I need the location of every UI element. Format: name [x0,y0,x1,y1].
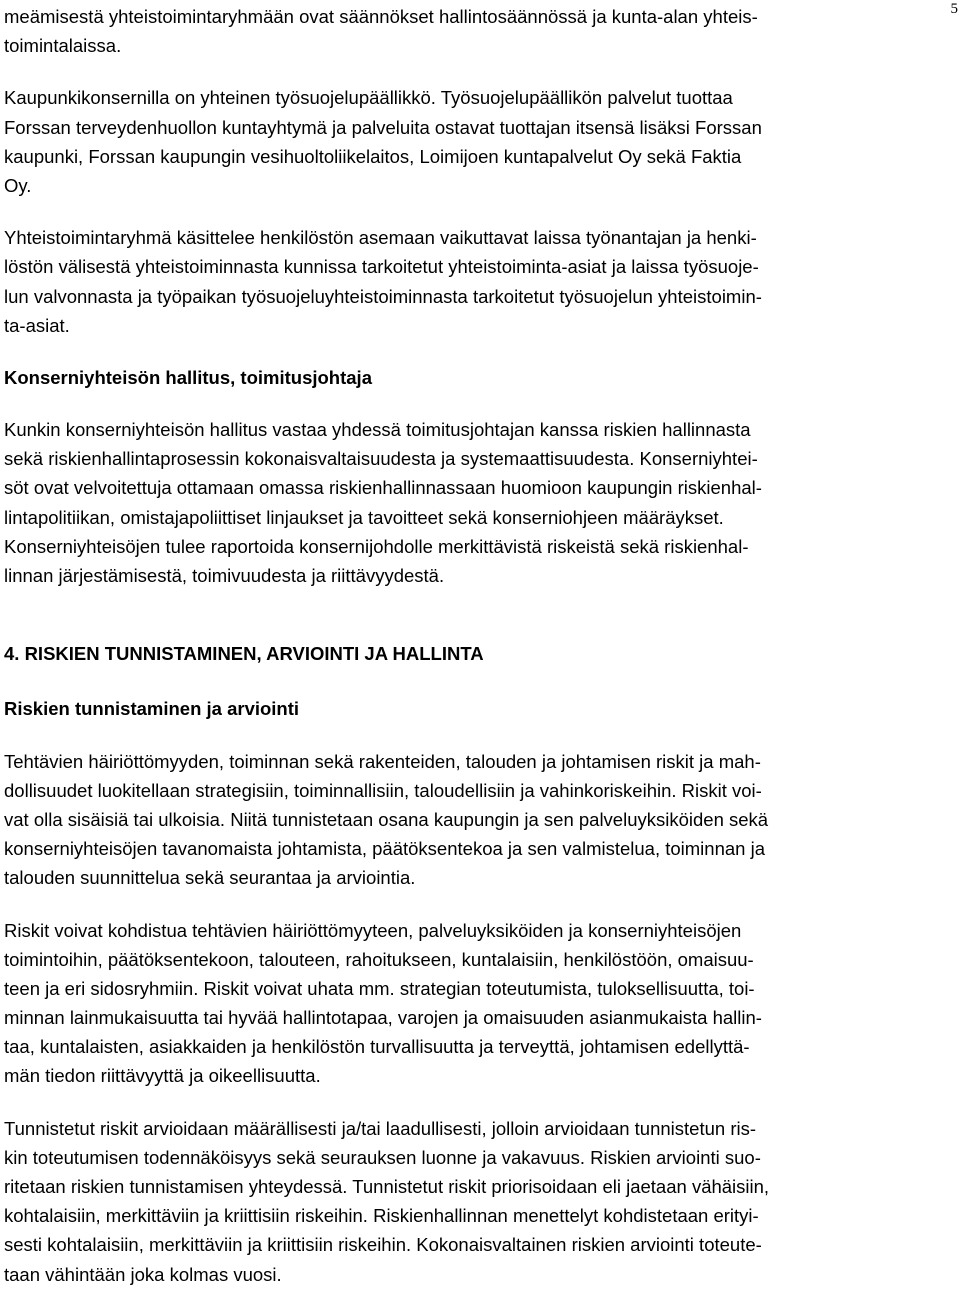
text-line: konserniyhteisöjen tavanomaista johtamista, päätöksentekoa ja sen valmistelua, toiminnan ja [4,838,765,860]
document-body [4,2,952,1289]
paragraph-riskien-arviointi [4,1114,952,1289]
text-line: Tunnistetut riskit arvioidaan määrällisesti ja/tai laadullisesti, jolloin arvioidaan tunnistetun ris- [4,1117,757,1139]
text-line: sekä riskienhallintaprosessin kokonaisvaltaisuudesta ja systemaattisuudesta. Konserniyhtei- [4,448,758,470]
text-line: Riskit voivat kohdistua tehtävien häiriöttömyyteen, palveluyksiköiden ja konserniyhteisöjen [4,919,742,941]
text-line: talouden suunnittelua sekä seurantaa ja arviointia. [4,867,416,889]
text-line: Kunkin konserniyhteisön hallitus vastaa yhdessä toimitusjohtajan kanssa riskien hallinnasta [4,419,751,441]
text-line: söt ovat velvoitettuja ottamaan omassa riskienhallinnassaan huomioon kaupungin riskienhal- [4,477,762,499]
text-line: ritetaan riskien tunnistamisen yhteydessä. Tunnistetut riskit priorisoidaan eli jaetaan vähäisiin, [4,1176,770,1197]
text-line: lintapolitiikan, omistajapoliittiset linjaukset ja tavoitteet sekä konserniohjeen määräykset. [4,506,724,528]
text-line: vat olla sisäisiä tai ulkoisia. Niitä tunnistetaan osana kaupungin ja sen palveluyksiköiden sekä [4,808,769,830]
text-line: minnan lainmukaisuutta tai hyvää hallintotapaa, varojen ja omaisuuden asianmukaista hallin- [4,1007,762,1029]
text-line: meämisestä yhteistoimintaryhmään ovat säännökset hallintosäännössä ja kunta-alan yhteis- [4,6,758,27]
text-line: ta-asiat. [4,314,70,336]
heading-konserniyhteison-hallitus: Konserniyhteisön hallitus, toimitusjohtaja [4,366,372,388]
paragraph-konserniyhteison-hallitus [4,415,952,590]
paragraph-tyosuojelupaallikko [4,83,952,200]
text-line: Oy. [4,174,32,196]
text-line: Konserniyhteisöjen tulee raportoida konsernijohdolle merkittävistä riskeistä sekä riskienhal- [4,535,749,557]
text-line: sesti kohtalaisiin, merkittäviin ja kriittisiin riskeihin. Kokonaisvaltainen riskien arviointi toteute- [4,1234,762,1256]
subheading-riskien-arviointi: Riskien tunnistaminen ja arviointi [4,698,300,720]
text-line: kin toteutumisen todennäköisyys sekä seurauksen luonne ja vakavuus. Riskien arviointi suo- [4,1146,761,1168]
text-line: dollisuudet luokitellaan strategisiin, toiminnallisiin, taloudellisiin ja vahinkoriskeihin. Riskit voi- [4,779,762,801]
text-line: toimintoihin, päätöksentekoon, talouteen, rahoitukseen, kuntalaisiin, henkilöstöön, omaisuu- [4,948,754,970]
paragraph-riskien-kohteet [4,916,952,1091]
text-line: teen ja eri sidosryhmiin. Riskit voivat uhata mm. strategian toteutumista, tuloksellisuutta, toi- [4,977,755,999]
page-number: 5 [950,1,958,17]
text-line: Tehtävien häiriöttömyyden, toiminnan sekä rakenteiden, talouden ja johtamisen riskit ja mah- [4,750,761,772]
text-line: kaupunki, Forssan kaupungin vesihuoltoliikelaitos, Loimijoen kuntapalvelut Oy sekä Faktia [4,145,742,167]
text-line: linnan järjestämisestä, toimivuudesta ja riittävyydestä. [4,565,445,586]
text-line: män tiedon riittävyyttä ja oikeellisuutta. [4,1065,321,1087]
text-line: Kaupunkikonsernilla on yhteinen työsuojelupäällikkö. Työsuojelupäällikön palvelut tuottaa [4,87,733,109]
section-heading-riskien-tunnistaminen: 4. RISKIEN TUNNISTAMINEN, ARVIOINTI JA HALLINTA [4,643,484,665]
paragraph-yhteistoimintaryhma [4,223,952,340]
text-line: löstön välisestä yhteistoiminnasta kunnissa tarkoitetut yhteistoiminta-asiat ja laissa työsuoje- [4,256,759,278]
text-line: Forssan terveydenhuollon kuntayhtymä ja palveluita ostavat tuottajan itsensä lisäksi Forssan [4,116,762,138]
paragraph-yhteistoiminta-saannokset [4,2,952,60]
text-line: Yhteistoimintaryhmä käsittelee henkilöstön asemaan vaikuttavat laissa työnantajan ja henki- [4,227,757,249]
text-line: kohtalaisiin, merkittäviin ja kriittisiin riskeihin. Riskienhallinnan menettelyt kohdistetaan erityi- [4,1205,759,1227]
text-line: taa, kuntalaisten, asiakkaiden ja henkilöstön turvallisuutta ja terveyttä, johtamisen edellyttä- [4,1036,750,1058]
text-line: taan vähintään joka kolmas vuosi. [4,1263,282,1285]
text-line: toimintalaissa. [4,35,122,57]
text-line: lun valvonnasta ja työpaikan työsuojeluyhteistoiminnasta tarkoitetut työsuojelun yhteistoimin- [4,285,762,307]
paragraph-riskien-luokittelu [4,747,952,893]
